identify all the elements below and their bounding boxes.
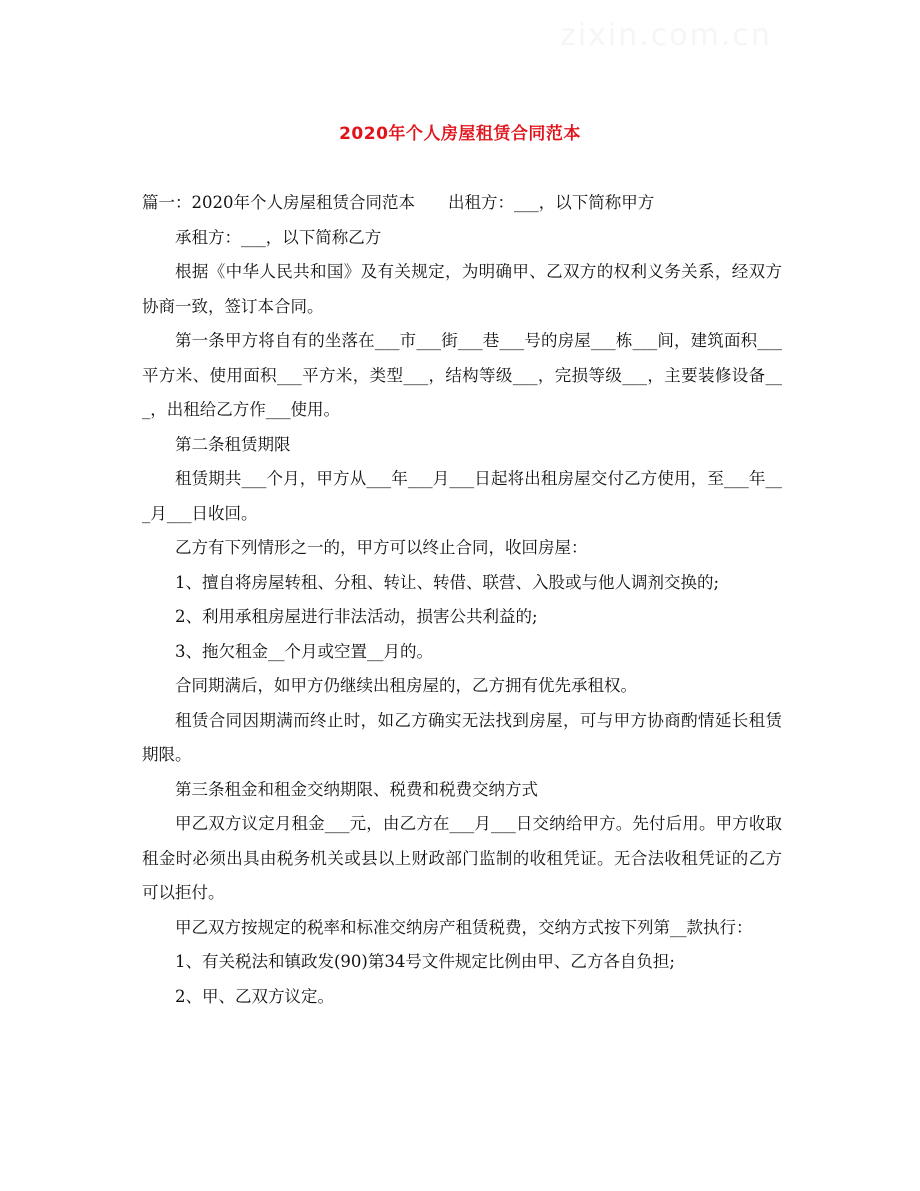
paragraph: 根据《中华人民共和国》及有关规定，为明确甲、乙双方的权利义务关系，经双方协商一致，签订本合同。 — [142, 262, 782, 316]
paragraph: 篇一：2020年个人房屋租赁合同范本 出租方：___，以下简称甲方 — [142, 193, 655, 212]
document-title: 2020年个人房屋租赁合同范本 — [339, 124, 581, 144]
paragraph: 第一条甲方将自有的坐落在___市___街___巷___号的房屋___栋___间，建筑面积___平方米、使用面积___平方米，类型___，结构等级___，完损等级___，主要装修设备___，出租给乙方作___使用。 — [142, 331, 782, 419]
paragraph: 甲乙双方按规定的税率和标准交纳房产租赁税费，交纳方式按下列第__款执行： — [175, 917, 753, 937]
watermark — [560, 18, 772, 53]
paragraph: 1、擅自将房屋转租、分租、转让、转借、联营、入股或与他人调剂交换的; — [175, 572, 720, 592]
paragraph: 乙方有下列情形之一的，甲方可以终止合同，收回房屋： — [175, 538, 588, 557]
paragraph: 承租方：___，以下简称乙方 — [175, 227, 382, 247]
paragraph: 合同期满后，如甲方仍继续出租房屋的，乙方拥有优先承租权。 — [175, 676, 637, 695]
paragraph: 甲乙双方议定月租金___元，由乙方在___月___日交纳给甲方。先付后用。甲方收取租金时必须出具由税务机关或县以上财政部门监制的收租凭证。无合法收租凭证的乙方可以拒付。 — [142, 814, 782, 902]
document-body — [142, 186, 782, 1014]
paragraph: 3、拖欠租金__个月或空置__月的。 — [175, 641, 433, 661]
paragraph: 2、甲、乙双方议定。 — [175, 986, 334, 1006]
paragraph: 租赁期共___个月，甲方从___年___月___日起将出租房屋交付乙方使用，至___年___月___日收回。 — [142, 469, 782, 523]
paragraph: 租赁合同因期满而终止时，如乙方确实无法找到房屋，可与甲方协商酌情延长租赁期限。 — [142, 710, 782, 764]
paragraph: 2、利用承租房屋进行非法活动，损害公共利益的; — [175, 607, 538, 626]
paragraph: 1、有关税法和镇政发(90)第34号文件规定比例由甲、乙方各自负担; — [175, 952, 675, 971]
paragraph: 第三条租金和租金交纳期限、税费和税费交纳方式 — [175, 779, 538, 799]
paragraph: 第二条租赁期限 — [175, 434, 291, 454]
